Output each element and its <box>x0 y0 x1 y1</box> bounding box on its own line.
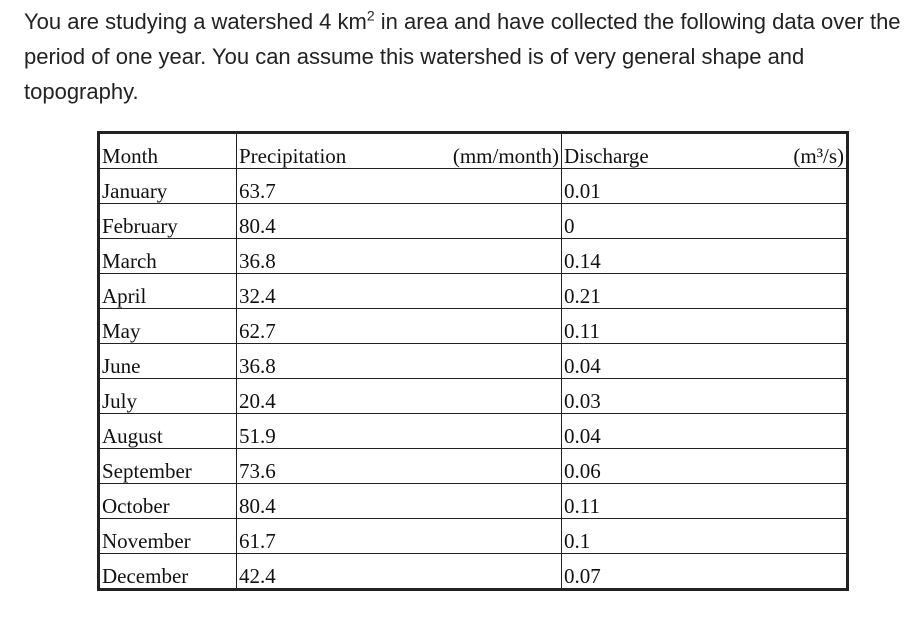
precipitation-cell: 36.8 <box>237 344 562 379</box>
discharge-cell: 0.07 <box>562 554 848 590</box>
month-cell: July <box>99 379 237 414</box>
precipitation-cell: 20.4 <box>237 379 562 414</box>
discharge-cell: 0.06 <box>562 449 848 484</box>
month-cell: February <box>99 204 237 239</box>
discharge-cell: 0.21 <box>562 274 848 309</box>
data-table-container <box>97 131 849 591</box>
discharge-cell: 0.14 <box>562 239 848 274</box>
precipitation-cell: 73.6 <box>237 449 562 484</box>
table-row <box>99 169 848 204</box>
table-row <box>99 344 848 379</box>
discharge-cell: 0.04 <box>562 414 848 449</box>
month-cell: August <box>99 414 237 449</box>
precipitation-cell: 80.4 <box>237 204 562 239</box>
precipitation-cell: 62.7 <box>237 309 562 344</box>
intro-text-start: You are studying a watershed 4 km <box>24 9 367 34</box>
discharge-cell: 0.03 <box>562 379 848 414</box>
precipitation-cell: 80.4 <box>237 484 562 519</box>
precipitation-cell: 63.7 <box>237 169 562 204</box>
table-row <box>99 554 848 590</box>
month-cell: January <box>99 169 237 204</box>
discharge-cell: 0 <box>562 204 848 239</box>
precipitation-cell: 32.4 <box>237 274 562 309</box>
precipitation-cell: 61.7 <box>237 519 562 554</box>
month-cell: June <box>99 344 237 379</box>
header-discharge-cell <box>562 133 848 169</box>
month-cell: April <box>99 274 237 309</box>
intro-paragraph <box>24 4 904 109</box>
intro-text-rest: in area and have collected the following data over the period of one year. You can assume this watershed is of very general shape and topography. <box>24 9 901 104</box>
month-cell: December <box>99 554 237 590</box>
table-row <box>99 309 848 344</box>
header-precipitation: Precipitation <box>239 144 347 168</box>
table-row <box>99 519 848 554</box>
discharge-cell: 0.04 <box>562 344 848 379</box>
month-cell: March <box>99 239 237 274</box>
header-precipitation-unit: (mm/month) <box>452 144 559 168</box>
month-cell: May <box>99 309 237 344</box>
table-row <box>99 484 848 519</box>
precipitation-cell: 51.9 <box>237 414 562 449</box>
watershed-data-table <box>97 131 849 591</box>
header-discharge-unit: (m³/s) <box>793 144 844 168</box>
precipitation-cell: 42.4 <box>237 554 562 590</box>
discharge-cell: 0.01 <box>562 169 848 204</box>
table-row <box>99 379 848 414</box>
discharge-cell: 0.1 <box>562 519 848 554</box>
discharge-cell: 0.11 <box>562 484 848 519</box>
table-row <box>99 449 848 484</box>
month-cell: November <box>99 519 237 554</box>
header-precipitation-cell <box>237 133 562 169</box>
table-row <box>99 239 848 274</box>
table-row <box>99 204 848 239</box>
table-row <box>99 274 848 309</box>
precipitation-cell: 36.8 <box>237 239 562 274</box>
superscript-two: 2 <box>366 7 375 24</box>
table-body <box>99 169 848 590</box>
header-discharge: Discharge <box>564 144 649 168</box>
table-header-row <box>99 133 848 169</box>
month-cell: October <box>99 484 237 519</box>
table-row <box>99 414 848 449</box>
discharge-cell: 0.11 <box>562 309 848 344</box>
month-cell: September <box>99 449 237 484</box>
header-month: Month <box>99 133 237 169</box>
